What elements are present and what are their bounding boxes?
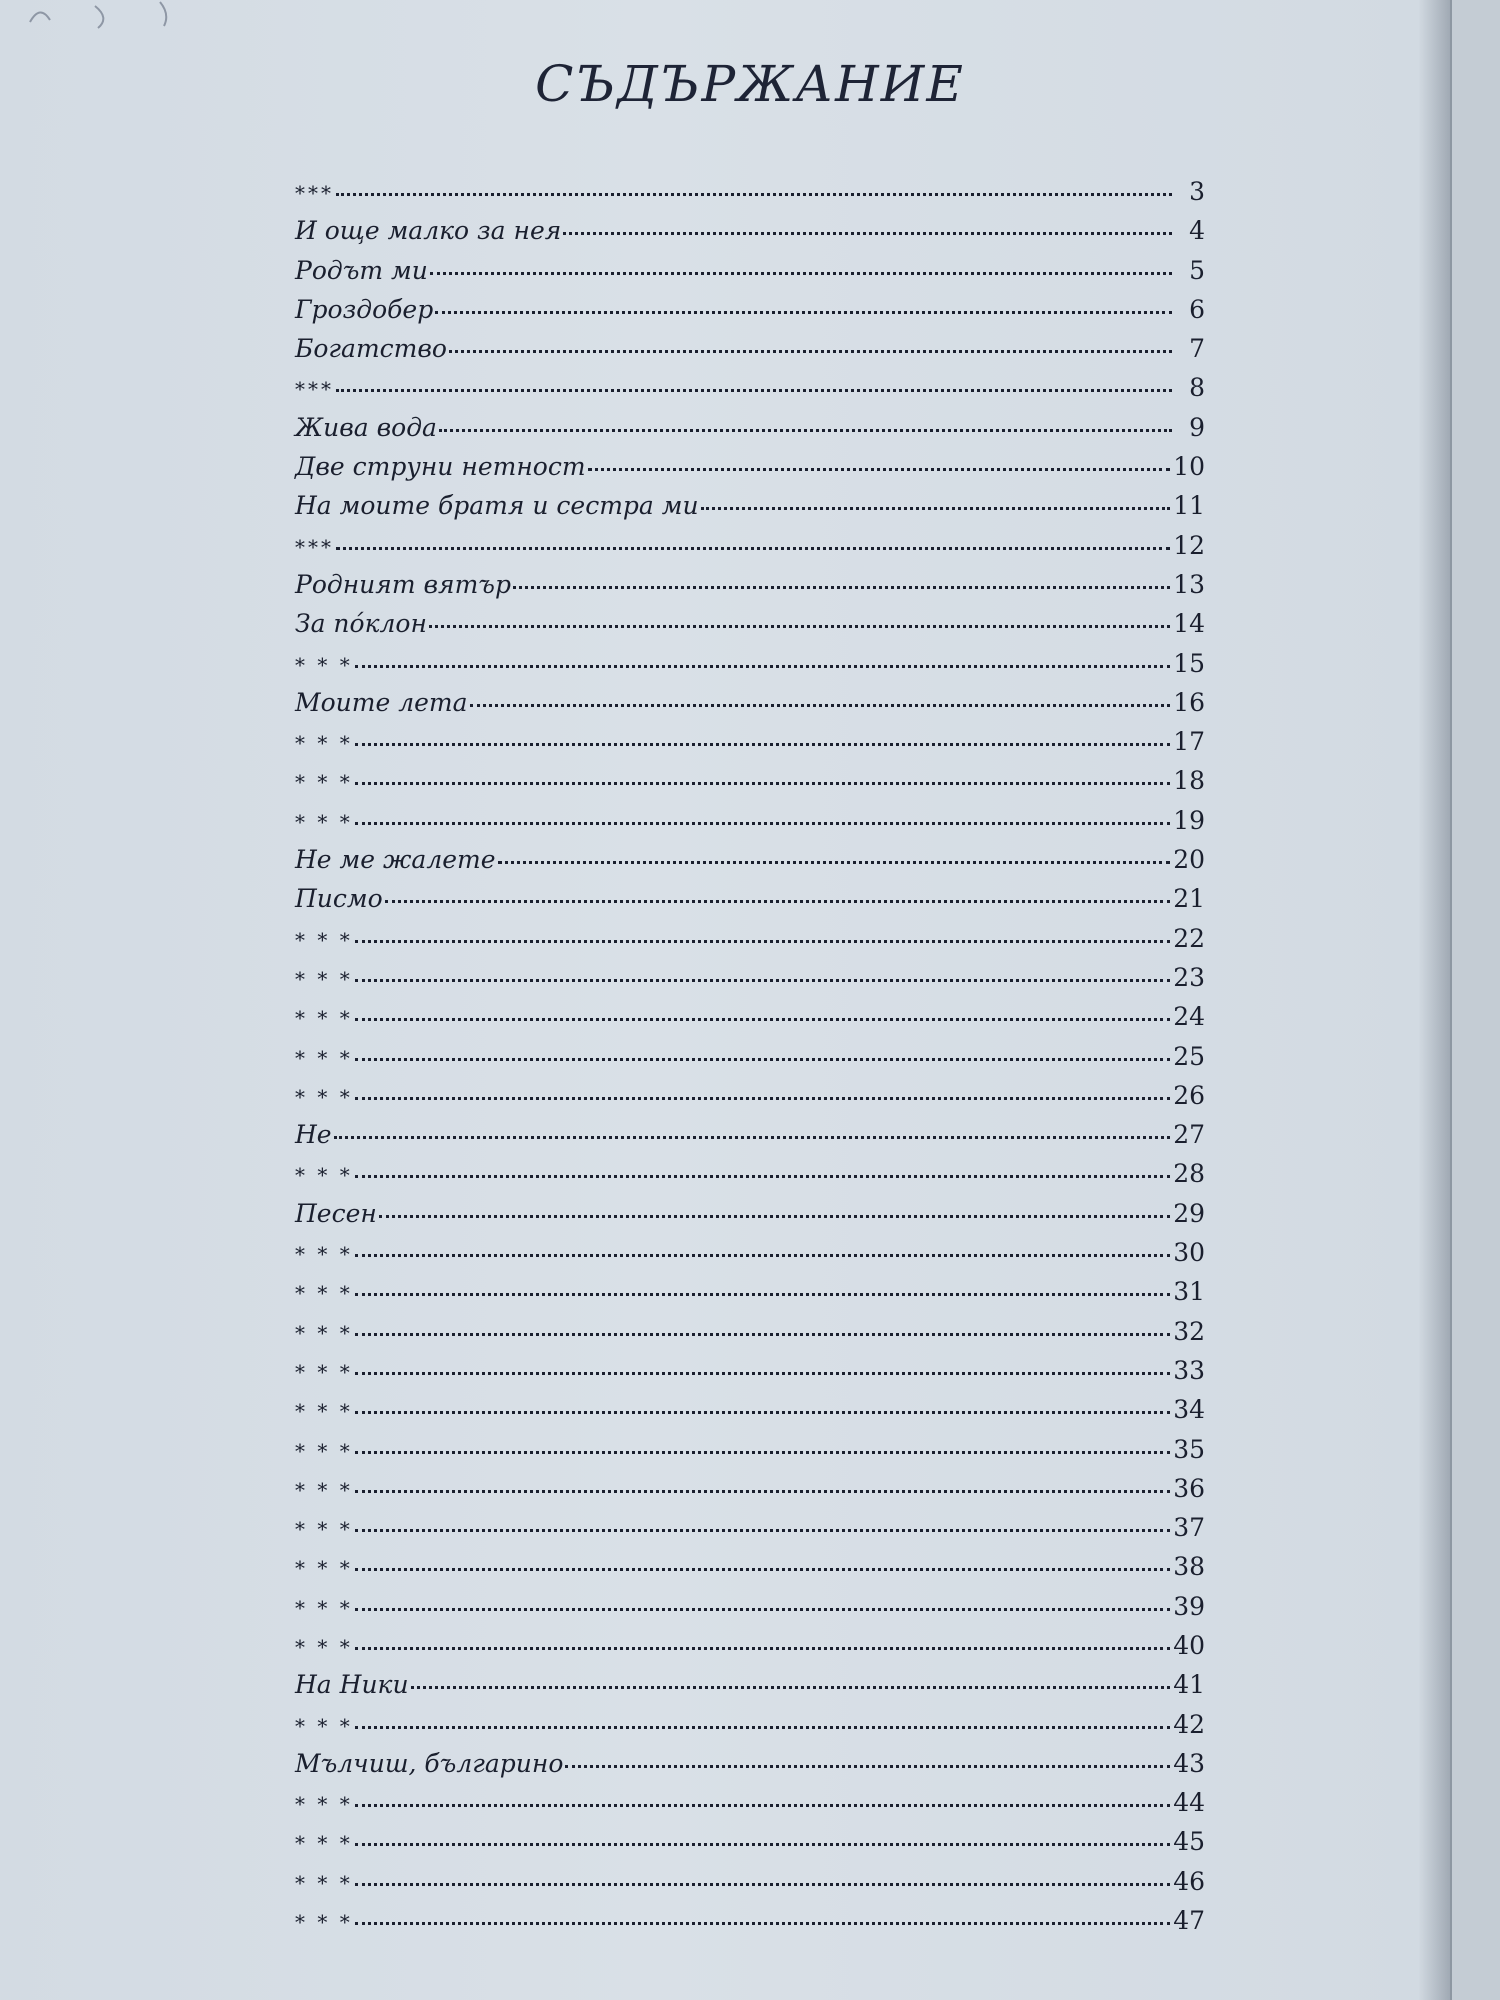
toc-entry: [295, 801, 1205, 840]
dot-leader: [355, 1922, 1170, 1925]
toc-entry: [295, 1351, 1205, 1390]
toc-entry-title: Жива вода: [295, 412, 437, 442]
dot-leader: [355, 1058, 1170, 1061]
toc-entry-page-number: 29: [1173, 1198, 1205, 1228]
toc-entry-page-number: 10: [1173, 452, 1205, 482]
toc-entry: [295, 1587, 1205, 1626]
dot-leader: [701, 507, 1171, 510]
toc-entry-page-number: 26: [1173, 1080, 1205, 1110]
toc-entry-title: За пόклон: [295, 609, 427, 639]
dot-leader: [355, 782, 1170, 785]
toc-entry-title: На Ники: [295, 1670, 409, 1700]
toc-entry: [295, 251, 1205, 290]
toc-entry: [295, 447, 1205, 486]
toc-entry-title: * * *: [295, 1792, 353, 1817]
toc-entry: [295, 1194, 1205, 1233]
toc-entry-page-number: 35: [1173, 1434, 1205, 1464]
toc-entry-title: * * *: [295, 1438, 353, 1463]
toc-entry-page-number: 37: [1173, 1513, 1205, 1543]
toc-entry-page-number: 41: [1173, 1670, 1205, 1700]
toc-entry-title: * * *: [295, 1359, 353, 1384]
dot-leader: [355, 665, 1170, 668]
dot-leader: [379, 1215, 1170, 1218]
toc-entry-title: * * *: [295, 1163, 353, 1188]
toc-entry-page-number: 27: [1173, 1120, 1205, 1150]
toc-entry-page-number: 39: [1173, 1591, 1205, 1621]
dot-leader: [355, 1529, 1170, 1532]
toc-entry-title: Писмо: [295, 884, 383, 914]
toc-entry: [295, 958, 1205, 997]
toc-entry-title: Моите лета: [295, 687, 468, 717]
toc-entry-page-number: 12: [1173, 530, 1205, 560]
toc-entry-title: ***: [295, 181, 334, 205]
dot-leader: [355, 1568, 1170, 1571]
toc-entry: [295, 211, 1205, 250]
toc-entry: [295, 1744, 1205, 1783]
toc-entry-page-number: 22: [1173, 923, 1205, 953]
toc-entry: [295, 840, 1205, 879]
dot-leader: [588, 468, 1171, 471]
toc-entry: [295, 1862, 1205, 1901]
pen-mark: [20, 0, 170, 30]
toc-entry-title: * * *: [295, 927, 353, 952]
toc-entry-title: Родният вятър: [295, 569, 511, 599]
toc-entry-page-number: 24: [1173, 1002, 1205, 1032]
toc-entry: [295, 1783, 1205, 1822]
toc-entry: [295, 1115, 1205, 1154]
toc-entry: [295, 722, 1205, 761]
toc-entry: [295, 1390, 1205, 1429]
toc-entry-title: * * *: [295, 1242, 353, 1267]
toc-entry-title: Не ме жалете: [295, 845, 496, 875]
toc-entry-title: И още малко за нея: [295, 216, 562, 246]
dot-leader: [435, 311, 1172, 314]
toc-entry: [295, 1508, 1205, 1547]
dot-leader: [355, 1018, 1170, 1021]
dot-leader: [385, 900, 1171, 903]
table-of-contents: [295, 172, 1205, 1940]
toc-entry: [295, 368, 1205, 407]
toc-entry-title: ***: [295, 377, 334, 402]
dot-leader: [498, 861, 1171, 864]
dot-leader: [411, 1686, 1171, 1689]
toc-entry-page-number: 42: [1173, 1709, 1205, 1739]
dot-leader: [336, 193, 1172, 196]
toc-entry-page-number: 47: [1173, 1906, 1205, 1936]
toc-entry: [295, 683, 1205, 722]
toc-entry-page-number: 13: [1173, 569, 1205, 599]
toc-entry-title: Не: [295, 1120, 332, 1150]
toc-entry: [295, 879, 1205, 918]
toc-entry-page-number: 21: [1173, 884, 1205, 914]
toc-entry-title: Песен: [295, 1198, 377, 1228]
toc-entry-title: * * *: [295, 1006, 353, 1031]
toc-entry-page-number: 15: [1173, 648, 1205, 678]
dot-leader: [355, 940, 1170, 943]
toc-entry: [295, 486, 1205, 525]
toc-entry-page-number: 23: [1173, 962, 1205, 992]
dot-leader: [470, 704, 1171, 707]
toc-entry-page-number: 16: [1173, 687, 1205, 717]
toc-entry: [295, 172, 1205, 211]
toc-entry: [295, 997, 1205, 1036]
toc-entry-title: * * *: [295, 770, 353, 795]
toc-entry-page-number: 17: [1173, 727, 1205, 757]
dot-leader: [355, 1804, 1170, 1807]
toc-entry-title: * * *: [295, 1595, 353, 1620]
dot-leader: [355, 1293, 1170, 1296]
toc-entry: [295, 1665, 1205, 1704]
toc-entry-page-number: 18: [1173, 766, 1205, 796]
toc-entry-title: * * *: [295, 1045, 353, 1070]
toc-entry-title: Гроздобер: [295, 294, 434, 324]
toc-entry: [295, 1037, 1205, 1076]
toc-entry-page-number: 40: [1173, 1630, 1205, 1660]
toc-entry: [295, 1626, 1205, 1665]
toc-entry-title: * * *: [295, 731, 353, 756]
toc-entry: [295, 919, 1205, 958]
toc-entry: [295, 1272, 1205, 1311]
toc-entry-page-number: 20: [1173, 845, 1205, 875]
toc-entry-title: На моите братя и сестра ми: [295, 491, 699, 521]
dot-leader: [355, 1372, 1170, 1375]
toc-entry: [295, 1469, 1205, 1508]
toc-entry-title: * * *: [295, 1556, 353, 1581]
toc-entry-title: Мълчиш, българино: [295, 1748, 564, 1778]
toc-entry-title: * * *: [295, 809, 353, 834]
toc-entry: [295, 1312, 1205, 1351]
toc-entry-page-number: 34: [1173, 1395, 1205, 1425]
dot-leader: [355, 1333, 1170, 1336]
toc-entry: [295, 290, 1205, 329]
dot-leader: [355, 822, 1170, 825]
toc-entry-page-number: 44: [1173, 1788, 1205, 1818]
toc-entry: [295, 1705, 1205, 1744]
toc-entry-page-number: 32: [1173, 1316, 1205, 1346]
dot-leader: [513, 586, 1170, 589]
toc-entry-title: * * *: [295, 1084, 353, 1109]
dot-leader: [439, 429, 1172, 432]
toc-entry-title: ***: [295, 534, 334, 559]
toc-entry-page-number: 33: [1173, 1355, 1205, 1385]
page-edge-shadow: [1418, 0, 1450, 2000]
toc-entry: [295, 1154, 1205, 1193]
toc-entry-title: Богатство: [295, 334, 447, 364]
toc-entry-page-number: 14: [1173, 609, 1205, 639]
toc-entry-page-number: 25: [1173, 1041, 1205, 1071]
dot-leader: [355, 1726, 1170, 1729]
toc-entry-title: * * *: [295, 1477, 353, 1502]
toc-entry-title: * * *: [295, 1634, 353, 1659]
toc-entry: [295, 329, 1205, 368]
dot-leader: [355, 1411, 1170, 1414]
toc-entry-page-number: 38: [1173, 1552, 1205, 1582]
toc-entry: [295, 1547, 1205, 1586]
dot-leader: [355, 1097, 1170, 1100]
toc-entry: [295, 604, 1205, 643]
dot-leader: [355, 979, 1170, 982]
toc-entry: [295, 761, 1205, 800]
dot-leader: [355, 1451, 1170, 1454]
book-cover-edge: [1450, 0, 1500, 2000]
toc-entry: [295, 1430, 1205, 1469]
dot-leader: [334, 1136, 1171, 1139]
toc-entry-page-number: 31: [1173, 1277, 1205, 1307]
toc-entry-title: * * *: [295, 1399, 353, 1424]
toc-entry-page-number: 43: [1173, 1748, 1205, 1778]
dot-leader: [336, 389, 1172, 392]
toc-entry-page-number: 28: [1173, 1159, 1205, 1189]
dot-leader: [336, 547, 1170, 550]
toc-entry: [295, 1076, 1205, 1115]
toc-entry: [295, 1901, 1205, 1940]
toc-entry-title: * * *: [295, 1517, 353, 1542]
toc-entry: [295, 1233, 1205, 1272]
dot-leader: [355, 743, 1170, 746]
toc-entry-page-number: 5: [1189, 255, 1205, 285]
toc-entry-page-number: 11: [1173, 491, 1205, 521]
toc-entry-page-number: 8: [1189, 373, 1205, 403]
toc-entry-title: * * *: [295, 1831, 353, 1856]
dot-leader: [355, 1254, 1170, 1257]
dot-leader: [565, 1765, 1170, 1768]
toc-entry-page-number: 46: [1173, 1866, 1205, 1896]
dot-leader: [429, 625, 1170, 628]
toc-entry-page-number: 4: [1189, 216, 1205, 246]
dot-leader: [563, 232, 1172, 235]
toc-entry-page-number: 7: [1189, 334, 1205, 364]
toc-entry-page-number: 6: [1189, 294, 1205, 324]
toc-entry-title: Две струни нетност: [295, 452, 586, 482]
dot-leader: [449, 350, 1172, 353]
dot-leader: [355, 1883, 1170, 1886]
dot-leader: [430, 272, 1172, 275]
toc-entry: [295, 565, 1205, 604]
toc-entry: [295, 408, 1205, 447]
dot-leader: [355, 1647, 1170, 1650]
toc-entry-title: * * *: [295, 966, 353, 991]
toc-entry-title: * * *: [295, 1910, 353, 1935]
page-title: СЪДЪРЖАНИЕ: [535, 55, 965, 113]
toc-entry-title: * * *: [295, 1870, 353, 1895]
toc-entry-title: * * *: [295, 1320, 353, 1345]
toc-entry-page-number: 3: [1189, 177, 1205, 206]
dot-leader: [355, 1490, 1170, 1493]
toc-entry-page-number: 45: [1173, 1827, 1205, 1857]
dot-leader: [355, 1175, 1170, 1178]
toc-entry-page-number: 19: [1173, 805, 1205, 835]
toc-entry-title: * * *: [295, 1281, 353, 1306]
toc-entry: [295, 526, 1205, 565]
toc-entry-title: * * *: [295, 652, 353, 677]
toc-entry-page-number: 36: [1173, 1473, 1205, 1503]
toc-entry-title: * * *: [295, 1713, 353, 1738]
toc-entry: [295, 644, 1205, 683]
dot-leader: [355, 1843, 1170, 1846]
toc-entry-page-number: 9: [1189, 412, 1205, 442]
toc-entry-page-number: 30: [1173, 1238, 1205, 1268]
dot-leader: [355, 1608, 1170, 1611]
toc-entry-title: Родът ми: [295, 255, 428, 285]
toc-entry: [295, 1822, 1205, 1861]
